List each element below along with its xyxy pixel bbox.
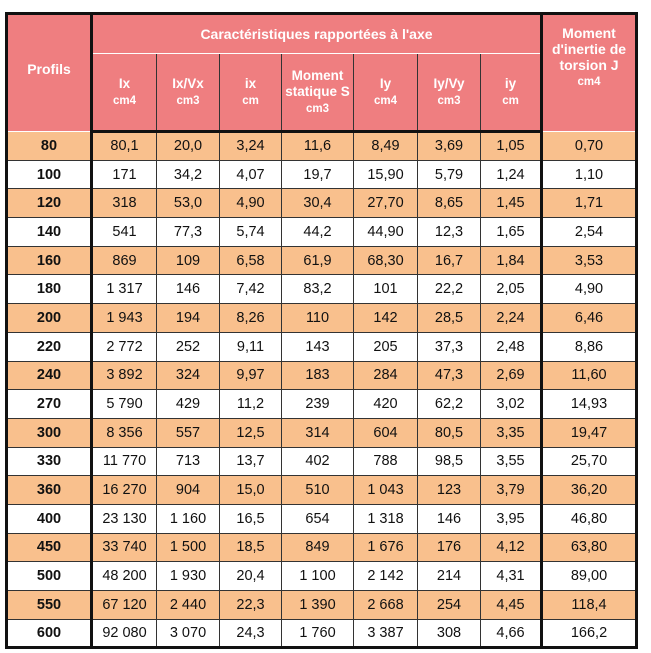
value-cell: 2,24 [481, 304, 542, 333]
value-cell: 176 [418, 533, 481, 562]
value-cell: 101 [354, 275, 418, 304]
value-cell: 11,6 [282, 132, 354, 161]
value-cell: 61,9 [282, 246, 354, 275]
value-cell: 1,05 [481, 132, 542, 161]
header-col-iy-big [354, 54, 418, 132]
value-cell: 109 [157, 246, 220, 275]
value-cell: 402 [282, 447, 354, 476]
value-cell: 254 [418, 591, 481, 620]
profile-table [5, 12, 638, 649]
value-cell: 4,12 [481, 533, 542, 562]
table-row [7, 332, 637, 361]
value-cell: 20,4 [220, 562, 282, 591]
table-row [7, 504, 637, 533]
value-cell: 15,0 [220, 476, 282, 505]
header-col-name: Moment statique S [285, 67, 350, 99]
table-row [7, 447, 637, 476]
value-cell: 4,90 [542, 275, 637, 304]
value-cell: 8 356 [92, 418, 157, 447]
profile-cell: 550 [7, 591, 92, 620]
value-cell: 1 500 [157, 533, 220, 562]
profile-cell: 180 [7, 275, 92, 304]
value-cell: 3 070 [157, 619, 220, 648]
value-cell: 34,2 [157, 160, 220, 189]
value-cell: 27,70 [354, 189, 418, 218]
value-cell: 1 390 [282, 591, 354, 620]
value-cell: 3,55 [481, 447, 542, 476]
value-cell: 318 [92, 189, 157, 218]
value-cell: 3,95 [481, 504, 542, 533]
value-cell: 12,5 [220, 418, 282, 447]
table-header [7, 14, 637, 132]
table-body [7, 132, 637, 648]
header-col-ix-big [92, 54, 157, 132]
table-row [7, 218, 637, 247]
value-cell: 16,5 [220, 504, 282, 533]
value-cell: 80,1 [92, 132, 157, 161]
table-row [7, 390, 637, 419]
value-cell: 788 [354, 447, 418, 476]
table-row [7, 619, 637, 648]
value-cell: 1,45 [481, 189, 542, 218]
header-col-moment-statique [282, 54, 354, 132]
value-cell: 1 160 [157, 504, 220, 533]
value-cell: 24,3 [220, 619, 282, 648]
value-cell: 8,65 [418, 189, 481, 218]
value-cell: 143 [282, 332, 354, 361]
value-cell: 2 142 [354, 562, 418, 591]
header-col-iy-small [481, 54, 542, 132]
value-cell: 92 080 [92, 619, 157, 648]
header-col-name: Iy/Vy [433, 75, 465, 91]
value-cell: 2,54 [542, 218, 637, 247]
table-row [7, 418, 637, 447]
value-cell: 110 [282, 304, 354, 333]
value-cell: 123 [418, 476, 481, 505]
value-cell: 2 772 [92, 332, 157, 361]
value-cell: 8,86 [542, 332, 637, 361]
value-cell: 80,5 [418, 418, 481, 447]
value-cell: 904 [157, 476, 220, 505]
value-cell: 166,2 [542, 619, 637, 648]
value-cell: 19,47 [542, 418, 637, 447]
value-cell: 62,2 [418, 390, 481, 419]
table-row [7, 160, 637, 189]
value-cell: 2,05 [481, 275, 542, 304]
value-cell: 25,70 [542, 447, 637, 476]
value-cell: 429 [157, 390, 220, 419]
value-cell: 9,11 [220, 332, 282, 361]
value-cell: 44,2 [282, 218, 354, 247]
value-cell: 4,66 [481, 619, 542, 648]
header-torsion-unit: cm4 [577, 76, 601, 88]
value-cell: 118,4 [542, 591, 637, 620]
header-col-iy-vy [418, 54, 481, 132]
header-profils: Profils [7, 14, 92, 132]
value-cell: 48 200 [92, 562, 157, 591]
value-cell: 44,90 [354, 218, 418, 247]
header-col-unit: cm4 [112, 94, 137, 107]
value-cell: 146 [418, 504, 481, 533]
value-cell: 239 [282, 390, 354, 419]
table-row [7, 476, 637, 505]
value-cell: 23 130 [92, 504, 157, 533]
value-cell: 8,26 [220, 304, 282, 333]
value-cell: 849 [282, 533, 354, 562]
profile-cell: 80 [7, 132, 92, 161]
value-cell: 83,2 [282, 275, 354, 304]
value-cell: 1 676 [354, 533, 418, 562]
profile-cell: 120 [7, 189, 92, 218]
value-cell: 11,2 [220, 390, 282, 419]
value-cell: 12,3 [418, 218, 481, 247]
value-cell: 252 [157, 332, 220, 361]
value-cell: 1 760 [282, 619, 354, 648]
header-torsion [542, 14, 637, 132]
header-col-unit: cm3 [437, 94, 461, 107]
value-cell: 6,58 [220, 246, 282, 275]
header-col-unit: cm [242, 94, 259, 107]
value-cell: 324 [157, 361, 220, 390]
value-cell: 3,02 [481, 390, 542, 419]
value-cell: 98,5 [418, 447, 481, 476]
value-cell: 36,20 [542, 476, 637, 505]
value-cell: 314 [282, 418, 354, 447]
value-cell: 2 440 [157, 591, 220, 620]
value-cell: 5,74 [220, 218, 282, 247]
value-cell: 510 [282, 476, 354, 505]
value-cell: 19,7 [282, 160, 354, 189]
header-col-name: Ix/Vx [172, 75, 204, 91]
value-cell: 37,3 [418, 332, 481, 361]
value-cell: 205 [354, 332, 418, 361]
value-cell: 604 [354, 418, 418, 447]
value-cell: 16,7 [418, 246, 481, 275]
value-cell: 284 [354, 361, 418, 390]
value-cell: 3,35 [481, 418, 542, 447]
value-cell: 171 [92, 160, 157, 189]
value-cell: 713 [157, 447, 220, 476]
value-cell: 0,70 [542, 132, 637, 161]
value-cell: 214 [418, 562, 481, 591]
header-col-ix-small [220, 54, 282, 132]
value-cell: 20,0 [157, 132, 220, 161]
profile-cell: 220 [7, 332, 92, 361]
value-cell: 13,7 [220, 447, 282, 476]
value-cell: 5 790 [92, 390, 157, 419]
value-cell: 1 100 [282, 562, 354, 591]
value-cell: 67 120 [92, 591, 157, 620]
value-cell: 3 387 [354, 619, 418, 648]
value-cell: 183 [282, 361, 354, 390]
table-row [7, 246, 637, 275]
table-row [7, 533, 637, 562]
profile-cell: 140 [7, 218, 92, 247]
value-cell: 1 317 [92, 275, 157, 304]
value-cell: 1 043 [354, 476, 418, 505]
value-cell: 4,45 [481, 591, 542, 620]
value-cell: 869 [92, 246, 157, 275]
value-cell: 11 770 [92, 447, 157, 476]
value-cell: 557 [157, 418, 220, 447]
value-cell: 2 668 [354, 591, 418, 620]
table-row [7, 562, 637, 591]
header-col-name: ix [244, 75, 257, 91]
table-row [7, 132, 637, 161]
value-cell: 308 [418, 619, 481, 648]
table-row [7, 304, 637, 333]
profile-cell: 500 [7, 562, 92, 591]
value-cell: 8,49 [354, 132, 418, 161]
value-cell: 1 318 [354, 504, 418, 533]
value-cell: 33 740 [92, 533, 157, 562]
value-cell: 11,60 [542, 361, 637, 390]
value-cell: 420 [354, 390, 418, 419]
value-cell: 1,24 [481, 160, 542, 189]
value-cell: 2,69 [481, 361, 542, 390]
profile-cell: 300 [7, 418, 92, 447]
profile-cell: 200 [7, 304, 92, 333]
value-cell: 4,90 [220, 189, 282, 218]
value-cell: 1,65 [481, 218, 542, 247]
value-cell: 9,97 [220, 361, 282, 390]
value-cell: 4,07 [220, 160, 282, 189]
value-cell: 14,93 [542, 390, 637, 419]
header-col-ix-vx [157, 54, 220, 132]
value-cell: 46,80 [542, 504, 637, 533]
value-cell: 5,79 [418, 160, 481, 189]
table-row [7, 591, 637, 620]
value-cell: 3,69 [418, 132, 481, 161]
profile-cell: 160 [7, 246, 92, 275]
profile-cell: 450 [7, 533, 92, 562]
value-cell: 541 [92, 218, 157, 247]
value-cell: 146 [157, 275, 220, 304]
value-cell: 63,80 [542, 533, 637, 562]
value-cell: 47,3 [418, 361, 481, 390]
value-cell: 4,31 [481, 562, 542, 591]
value-cell: 30,4 [282, 189, 354, 218]
value-cell: 654 [282, 504, 354, 533]
value-cell: 89,00 [542, 562, 637, 591]
value-cell: 1,71 [542, 189, 637, 218]
value-cell: 53,0 [157, 189, 220, 218]
value-cell: 3,53 [542, 246, 637, 275]
header-col-name: iy [504, 75, 517, 91]
header-col-unit: cm3 [176, 94, 200, 107]
value-cell: 1 930 [157, 562, 220, 591]
profile-cell: 330 [7, 447, 92, 476]
header-col-unit: cm [502, 94, 519, 107]
value-cell: 1,10 [542, 160, 637, 189]
value-cell: 77,3 [157, 218, 220, 247]
value-cell: 3 892 [92, 361, 157, 390]
value-cell: 6,46 [542, 304, 637, 333]
table-row [7, 275, 637, 304]
value-cell: 1 943 [92, 304, 157, 333]
header-col-name: Ix [118, 75, 131, 91]
profile-cell: 360 [7, 476, 92, 505]
value-cell: 68,30 [354, 246, 418, 275]
value-cell: 194 [157, 304, 220, 333]
value-cell: 1,84 [481, 246, 542, 275]
value-cell: 142 [354, 304, 418, 333]
value-cell: 15,90 [354, 160, 418, 189]
value-cell: 22,3 [220, 591, 282, 620]
header-col-unit: cm3 [305, 102, 330, 115]
table-row [7, 361, 637, 390]
header-group: Caractéristiques rapportées à l'axe [92, 14, 542, 54]
value-cell: 18,5 [220, 533, 282, 562]
value-cell: 2,48 [481, 332, 542, 361]
value-cell: 3,24 [220, 132, 282, 161]
profile-cell: 400 [7, 504, 92, 533]
profile-cell: 100 [7, 160, 92, 189]
header-torsion-name: Moment d'inertie de torsion J [551, 25, 627, 73]
value-cell: 16 270 [92, 476, 157, 505]
profile-cell: 240 [7, 361, 92, 390]
value-cell: 22,2 [418, 275, 481, 304]
header-col-unit: cm4 [373, 94, 398, 107]
header-col-name: Iy [379, 75, 392, 91]
value-cell: 3,79 [481, 476, 542, 505]
profile-cell: 270 [7, 390, 92, 419]
profile-cell: 600 [7, 619, 92, 648]
value-cell: 7,42 [220, 275, 282, 304]
table-row [7, 189, 637, 218]
value-cell: 28,5 [418, 304, 481, 333]
